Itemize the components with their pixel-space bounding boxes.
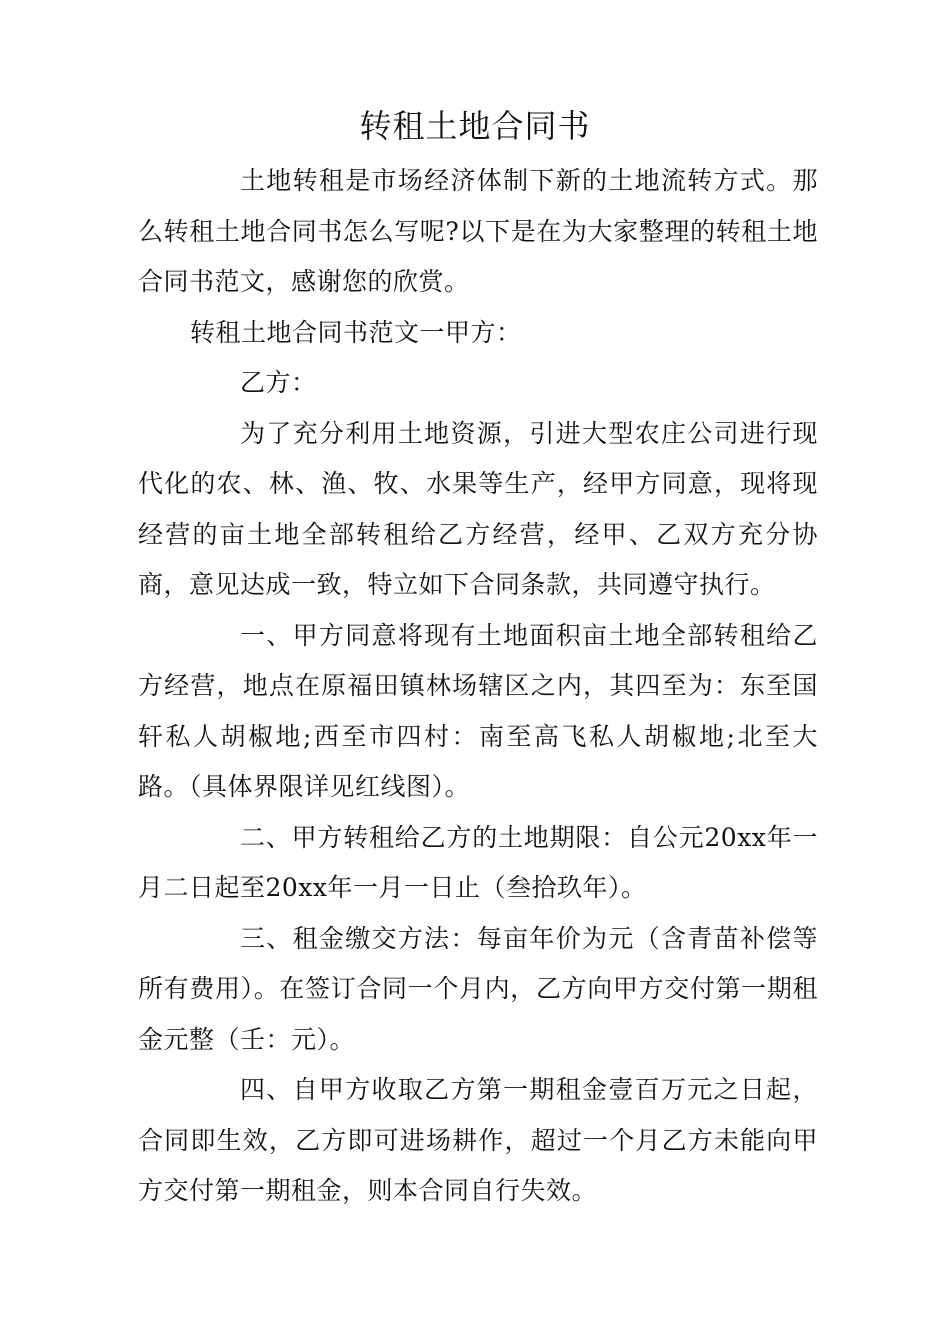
intro-paragraph: 土地转租是市场经济体制下新的土地流转方式。那么转租土地合同书怎么写呢?以下是在为大家整理的转租土地合同书范文，感谢您的欣赏。 (138, 166, 818, 296)
party-a-line: 转租土地合同书范文一甲方： (190, 317, 522, 347)
preamble-paragraph: 为了充分利用土地资源，引进大型农庄公司进行现代化的农、林、渔、牧、水果等生产，经甲方同意，现将现经营的亩土地全部转租给乙方经营，经甲、乙双方充分协商，意见达成一致，特立如下合同条款，共同遵守执行。 (138, 418, 818, 599)
document-body (138, 156, 818, 1217)
clause-3-paragraph: 三、租金缴交方法：每亩年价为元（含青苗补偿等所有费用）。在签订合同一个月内，乙方向甲方交付第一期租金元整（壬：元）。 (138, 923, 818, 1054)
clause-4-paragraph: 四、自甲方收取乙方第一期租金壹百万元之日起，合同即生效，乙方即可进场耕作，超过一个月乙方未能向甲方交付第一期租金，则本合同自行失效。 (138, 1075, 818, 1205)
party-b-line: 乙方： (240, 368, 317, 397)
clause-1-paragraph: 一、甲方同意将现有土地面积亩土地全部转租给乙方经营，地点在原福田镇林场辖区之内，其四至为：东至国轩私人胡椒地;西至市四村：南至高飞私人胡椒地;北至大路。（具体界限详见红线图）。 (138, 620, 818, 801)
document-title: 转租土地合同书 (359, 107, 591, 145)
clause-2-paragraph: 二、甲方转租给乙方的土地期限：自公元20xx年一月二日起至20xx年一月一日止（叁拾玖年）。 (138, 822, 818, 902)
